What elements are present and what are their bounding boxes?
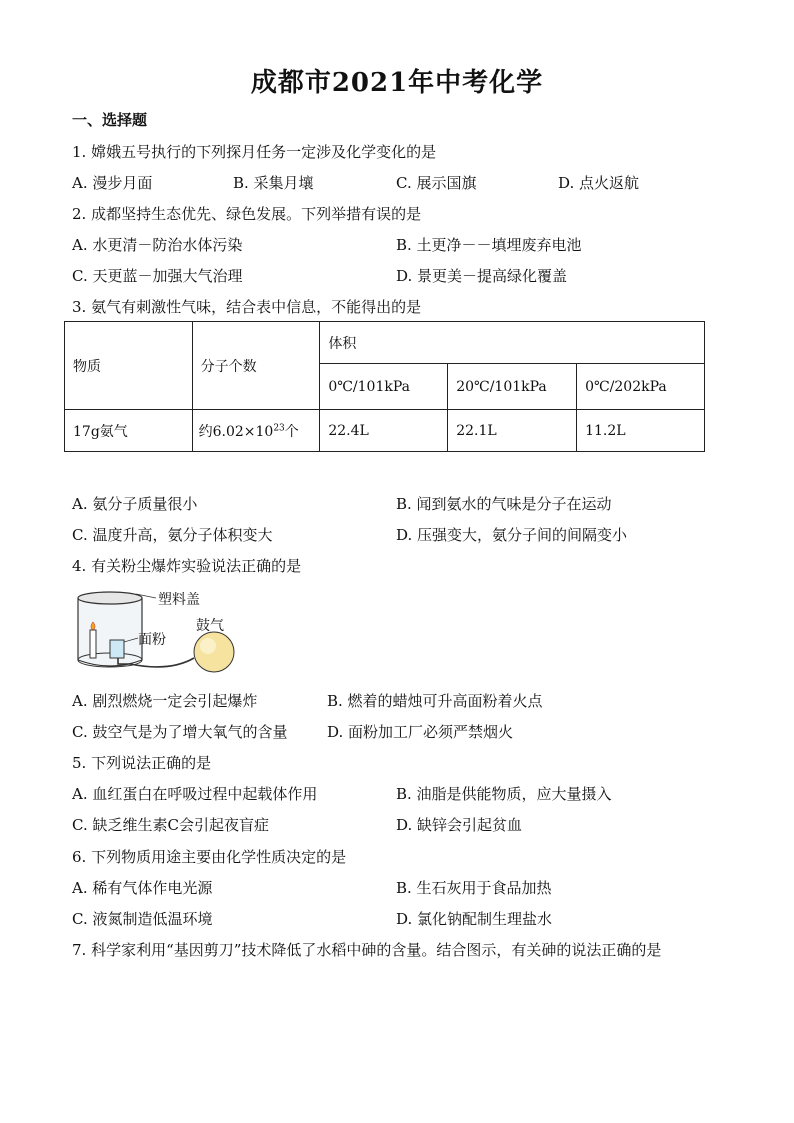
label-plastic-lid: 塑料盖 [158, 592, 200, 608]
ammonia-data-table [64, 321, 705, 452]
label-flour: 面粉 [138, 632, 166, 648]
q5-option-d: D. 缺锌会引起贫血 [396, 816, 523, 834]
q2-option-d: D. 景更美－提高绿化覆盖 [396, 267, 568, 285]
q4-option-a: A. 剧烈燃烧一定会引起爆炸 [72, 692, 258, 710]
q5-option-b: B. 油脂是供能物质，应大量摄入 [396, 785, 612, 803]
question-2-stem: 2. 成都坚持生态优先、绿色发展。下列举措有误的是 [72, 205, 422, 223]
q6-option-b: B. 生石灰用于食品加热 [396, 879, 552, 897]
plastic-lid [78, 592, 142, 604]
candle [90, 630, 96, 658]
header-substance: 物质 [65, 322, 193, 410]
header-volume: 体积 [320, 322, 705, 364]
q6-option-d: D. 氯化钠配制生理盐水 [396, 910, 553, 928]
cell-volume-2: 22.1L [448, 410, 577, 452]
question-4-stem: 4. 有关粉尘爆炸实验说法正确的是 [72, 557, 302, 575]
q3-option-d: D. 压强变大，氨分子间的间隔变小 [396, 526, 628, 544]
q4-option-c: C. 鼓空气是为了增大氧气的含量 [72, 723, 288, 741]
flour-cup [110, 640, 124, 658]
molecule-count-unit: 个 [284, 423, 299, 440]
cell-volume-3: 11.2L [577, 410, 705, 452]
question-5-stem: 5. 下列说法正确的是 [72, 754, 212, 772]
q1-option-b: B. 采集月壤 [233, 174, 314, 192]
q5-option-c: C. 缺乏维生素C会引起夜盲症 [72, 816, 269, 834]
q3-option-b: B. 闻到氨水的气味是分子在运动 [396, 495, 612, 513]
question-6-stem: 6. 下列物质用途主要由化学性质决定的是 [72, 848, 347, 866]
section-heading: 一、选择题 [72, 111, 148, 129]
cell-substance: 17g氨气 [65, 410, 193, 452]
page-title: 成都市2021年中考化学 [250, 68, 544, 98]
q1-option-a: A. 漫步月面 [72, 174, 153, 192]
molecule-count-exponent: 23 [273, 422, 285, 433]
header-molecule-count: 分子个数 [192, 322, 320, 410]
air-bulb [194, 632, 234, 672]
label-blow-air: 鼓气 [196, 618, 224, 634]
q2-option-b: B. 土更净－－填埋废弃电池 [396, 236, 582, 254]
molecule-count-base: 约6.02×10 [198, 423, 274, 440]
question-1-stem: 1. 嫦娥五号执行的下列探月任务一定涉及化学变化的是 [72, 143, 437, 161]
cell-molecule-count [192, 410, 320, 452]
q6-option-c: C. 液氮制造低温环境 [72, 910, 213, 928]
q3-option-a: A. 氨分子质量很小 [72, 495, 198, 513]
q1-option-c: C. 展示国旗 [396, 174, 477, 192]
q2-option-c: C. 天更蓝－加强大气治理 [72, 267, 243, 285]
header-condition-2: 20℃/101kPa [448, 364, 577, 410]
q4-option-b: B. 燃着的蜡烛可升高面粉着火点 [327, 692, 543, 710]
question-3-stem: 3. 氨气有刺激性气味，结合表中信息，不能得出的是 [72, 298, 422, 316]
q4-option-d: D. 面粉加工厂必须严禁烟火 [327, 723, 514, 741]
q3-option-c: C. 温度升高，氨分子体积变大 [72, 526, 273, 544]
question-7-stem: 7. 科学家利用“基因剪刀”技术降低了水稻中砷的含量。结合图示，有关砷的说法正确的是 [72, 941, 662, 959]
cell-volume-1: 22.4L [320, 410, 448, 452]
q1-option-d: D. 点火返航 [558, 174, 640, 192]
header-condition-3: 0℃/202kPa [577, 364, 705, 410]
bulb-highlight [200, 638, 216, 654]
header-condition-1: 0℃/101kPa [320, 364, 448, 410]
q2-option-a: A. 水更清－防治水体污染 [72, 236, 243, 254]
q6-option-a: A. 稀有气体作电光源 [72, 879, 213, 897]
q5-option-a: A. 血红蛋白在呼吸过程中起载体作用 [72, 785, 318, 803]
